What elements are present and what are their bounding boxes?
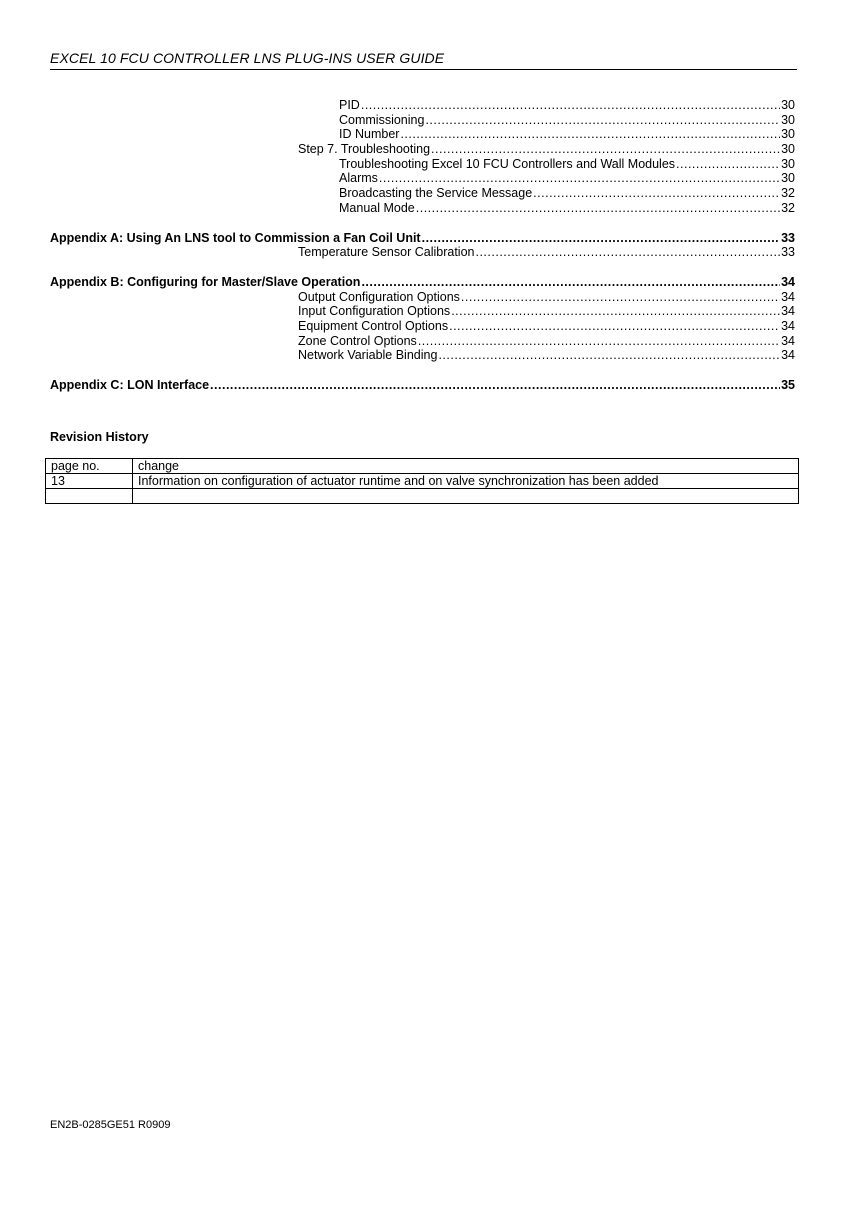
toc-leader	[422, 231, 781, 246]
toc-leader	[451, 304, 780, 319]
toc-entry-page: 30	[781, 98, 795, 112]
toc-entry-page: 34	[781, 348, 795, 363]
table-cell-change	[133, 489, 799, 504]
toc-entry-appendix-a[interactable]	[50, 231, 795, 246]
toc-entry-title: Commissioning	[339, 112, 425, 127]
table-cell-page-no: 13	[46, 474, 133, 489]
toc-entry-title: Troubleshooting Excel 10 FCU Controllers and Wall Modules	[339, 156, 676, 171]
toc-entry-title: Step 7. Troubleshooting	[298, 142, 431, 157]
toc-entry-title: Equipment Control Options	[298, 318, 449, 333]
revision-history-title: Revision History	[50, 430, 149, 444]
toc-entry-page: 35	[781, 378, 795, 392]
toc-leader	[361, 98, 780, 113]
toc-entry-page: 34	[781, 333, 795, 348]
toc-leader	[210, 378, 780, 393]
toc-entry[interactable]	[50, 348, 795, 363]
toc-entry[interactable]	[50, 319, 795, 334]
column-header-change: change	[133, 459, 799, 474]
toc-leader	[400, 127, 780, 142]
revision-history-table	[45, 458, 799, 504]
toc-entry-page: 32	[781, 200, 795, 215]
toc-entry[interactable]	[50, 113, 795, 128]
toc-entry[interactable]	[50, 290, 795, 305]
toc-entry-title: Network Variable Binding	[298, 348, 438, 363]
table-row	[46, 474, 799, 489]
toc-spacer	[50, 363, 795, 378]
toc-leader	[533, 186, 780, 201]
toc-leader	[461, 290, 780, 305]
table-cell-page-no	[46, 489, 133, 504]
toc-entry-page: 30	[781, 142, 795, 157]
toc-entry-title: Broadcasting the Service Message	[339, 186, 533, 201]
toc-entry-title: Appendix A: Using An LNS tool to Commission a Fan Coil Unit	[50, 230, 421, 245]
toc-entry[interactable]	[50, 171, 795, 186]
toc-leader	[361, 275, 780, 290]
toc-leader	[475, 245, 780, 260]
toc-entry[interactable]	[50, 201, 795, 216]
toc-spacer	[50, 260, 795, 275]
toc-leader	[676, 157, 780, 172]
toc-entry-page: 30	[781, 156, 795, 171]
toc-leader	[418, 334, 780, 349]
toc-entry-appendix-c[interactable]	[50, 378, 795, 393]
toc-entry[interactable]	[50, 157, 795, 172]
toc-entry-page: 30	[781, 112, 795, 127]
document-code: EN2B-0285GE51 R0909	[50, 1119, 171, 1131]
toc-entry-page: 34	[781, 304, 795, 319]
toc-entry-title: Appendix B: Configuring for Master/Slave Operation	[50, 274, 361, 289]
toc-entry-page: 34	[781, 318, 795, 333]
toc-entry-title: Zone Control Options	[298, 333, 417, 348]
toc-entry-page: 30	[781, 127, 795, 142]
toc-entry-title: Alarms	[339, 171, 378, 186]
toc-entry-title: PID	[339, 98, 360, 112]
toc-entry[interactable]	[50, 98, 795, 113]
toc-entry[interactable]	[50, 245, 795, 260]
toc-entry-title: Input Configuration Options	[298, 304, 451, 319]
toc-entry[interactable]	[50, 304, 795, 319]
toc-leader	[431, 142, 780, 157]
toc-entry-title: Output Configuration Options	[298, 289, 460, 304]
toc-entry-appendix-b[interactable]	[50, 275, 795, 290]
toc-entry[interactable]	[50, 127, 795, 142]
toc-entry-page: 33	[781, 230, 795, 245]
toc-entry-page: 33	[781, 245, 795, 260]
column-header-page-no: page no.	[46, 459, 133, 474]
toc-entry-title: ID Number	[339, 127, 400, 142]
toc-leader	[438, 348, 780, 363]
toc-entry-page: 32	[781, 186, 795, 201]
toc-leader	[416, 201, 780, 216]
toc-spacer	[50, 216, 795, 231]
toc-entry-title: Temperature Sensor Calibration	[298, 245, 475, 260]
toc-leader	[379, 171, 780, 186]
toc-entry[interactable]	[50, 142, 795, 157]
table-row	[46, 489, 799, 504]
table-header-row	[46, 459, 799, 474]
toc-leader	[449, 319, 780, 334]
toc-entry-page: 30	[781, 171, 795, 186]
page-header: EXCEL 10 FCU CONTROLLER LNS PLUG-INS USER GUIDE	[50, 50, 797, 70]
toc-entry-title: Appendix C: LON Interface	[50, 378, 210, 392]
toc-entry[interactable]	[50, 334, 795, 349]
toc-leader	[425, 113, 780, 128]
toc-entry[interactable]	[50, 186, 795, 201]
table-cell-change: Information on configuration of actuator runtime and on valve synchronization has been added	[133, 474, 799, 489]
toc-entry-page: 34	[781, 289, 795, 304]
toc-entry-page: 34	[781, 274, 795, 289]
toc-entry-title: Manual Mode	[339, 200, 415, 215]
table-of-contents	[50, 98, 795, 393]
